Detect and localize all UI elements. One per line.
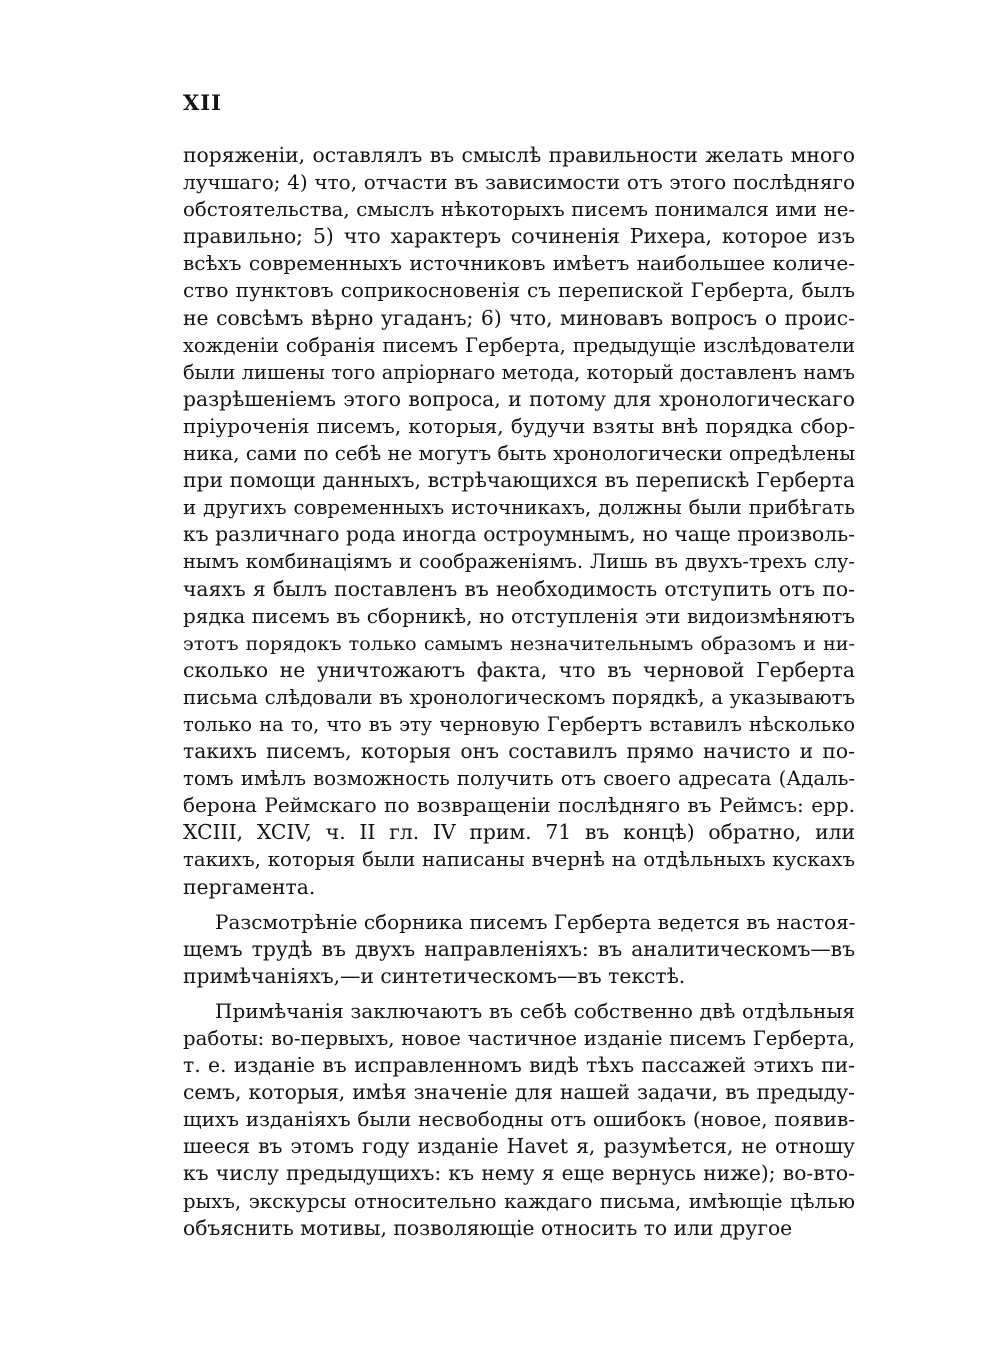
text-line: Примѣчанія заключаютъ въ себѣ собственно двѣ отдѣльныя xyxy=(215,998,855,1023)
page-number: XII xyxy=(183,90,222,115)
paragraph xyxy=(183,142,855,901)
text-line: правильно; 5) что характеръ сочиненія Рихера, которое изъ xyxy=(183,224,855,249)
text-line: къ различнаго рода иногда остроумнымъ, но чаще произволь- xyxy=(183,522,855,547)
text-line: только на то, что въ эту черновую Гербертъ вставилъ нѣсколько xyxy=(183,712,855,736)
text-line: и другихъ современныхъ источникахъ, должны были прибѣгать xyxy=(183,496,855,520)
text-line: Разсмотрѣніе сборника писемъ Герберта ведется въ настоя- xyxy=(215,909,856,934)
text-line: ника, сами по себѣ не могутъ быть хронологически опредѣлены xyxy=(183,442,855,466)
text-line: пергамента. xyxy=(183,874,316,899)
text-line: XCIII, XCIV, ч. II гл. IV прим. 71 въ концѣ) обратно, или xyxy=(183,820,855,845)
text-line: этотъ порядокъ только самымъ незначительнымъ образомъ и ни- xyxy=(183,631,855,655)
paragraph-gap xyxy=(183,990,855,998)
text-line: къ числу предыдущихъ: къ нему я еще вернусь ниже); во-вто- xyxy=(183,1161,855,1186)
body-text xyxy=(183,142,855,1242)
text-line: всѣхъ современныхъ источниковъ имѣетъ наибольшее количе- xyxy=(183,251,855,276)
paragraph xyxy=(183,998,855,1242)
text-line: берона Реймскаго по возвращеніи послѣдняго въ Реймсъ: epp. xyxy=(183,793,855,818)
text-line: сколько не уничтожаютъ факта, что въ черновой Герберта xyxy=(183,657,855,682)
text-line: пріуроченія писемъ, которыя, будучи взяты внѣ порядка сбор- xyxy=(183,413,855,438)
text-line: были лишены того апріорнаго метода, который доставленъ намъ xyxy=(183,360,855,384)
text-line: щемъ трудѣ въ двухъ направленіяхъ: въ аналитическомъ—въ xyxy=(183,936,855,961)
text-line: лучшаго; 4) что, отчасти въ зависимости отъ этого послѣдняго xyxy=(183,170,855,195)
text-line: хожденіи собранія писемъ Герберта, предыдущіе изслѣдователи xyxy=(183,333,855,357)
text-line: чаяхъ я былъ поставленъ въ необходимость отступить отъ по- xyxy=(183,576,855,601)
text-line: работы: во-первыхъ, новое частичное изданіе писемъ Герберта, xyxy=(183,1027,855,1050)
text-line: томъ имѣлъ возможность получить отъ своего адресата (Адаль- xyxy=(183,767,855,791)
text-line: рядка писемъ въ сборникѣ, но отступленія эти видоизмѣняютъ xyxy=(183,603,855,628)
text-line: обстоятельства, смыслъ нѣкоторыхъ писемъ понимался ими не- xyxy=(183,198,855,222)
text-line: шееся въ этомъ году изданіе Havet я, разумѣется, не отношу xyxy=(183,1134,855,1159)
text-line: такихъ, которыя были написаны вчернѣ на отдѣльныхъ кускахъ xyxy=(183,848,855,872)
text-line: письма слѣдовали въ хронологическомъ порядкѣ, а указываютъ xyxy=(183,685,855,709)
text-line: при помощи данныхъ, встрѣчающихся въ перепискѣ Герберта xyxy=(183,468,855,493)
text-line: щихъ изданіяхъ были несвободны отъ ошибокъ (новое, появив- xyxy=(183,1107,855,1132)
text-line: такихъ писемъ, которыя онъ составилъ прямо начисто и по- xyxy=(183,739,855,764)
paragraph-gap xyxy=(183,901,855,909)
text-line: ство пунктовъ соприкосновенія съ перепиской Герберта, былъ xyxy=(183,278,855,303)
text-line: разрѣшеніемъ этого вопроса, и потому для хронологическаго xyxy=(183,386,855,411)
text-line: объяснить мотивы, позволяющіе относить то или другое xyxy=(183,1215,793,1240)
text-line: поряженіи, оставлялъ въ смыслѣ правильности желать много xyxy=(183,143,855,167)
paragraph xyxy=(183,909,855,990)
text-line: т. е. изданіе въ исправленномъ видѣ тѣхъ пассажей этихъ пи- xyxy=(183,1053,855,1078)
text-line: примѣчаніяхъ,—и синтетическомъ—въ текстѣ. xyxy=(183,963,686,988)
text-line: не совсѣмъ вѣрно угаданъ; 6) что, миновавъ вопросъ о проис- xyxy=(183,305,855,330)
text-line: нымъ комбинаціямъ и соображеніямъ. Лишь въ двухъ-трехъ слу- xyxy=(183,550,855,574)
text-line: рыхъ, экскурсы относительно каждаго письма, имѣющіе цѣлью xyxy=(183,1189,855,1213)
text-line: семъ, которыя, имѣя значеніе для нашей задачи, въ предыду- xyxy=(183,1080,855,1105)
